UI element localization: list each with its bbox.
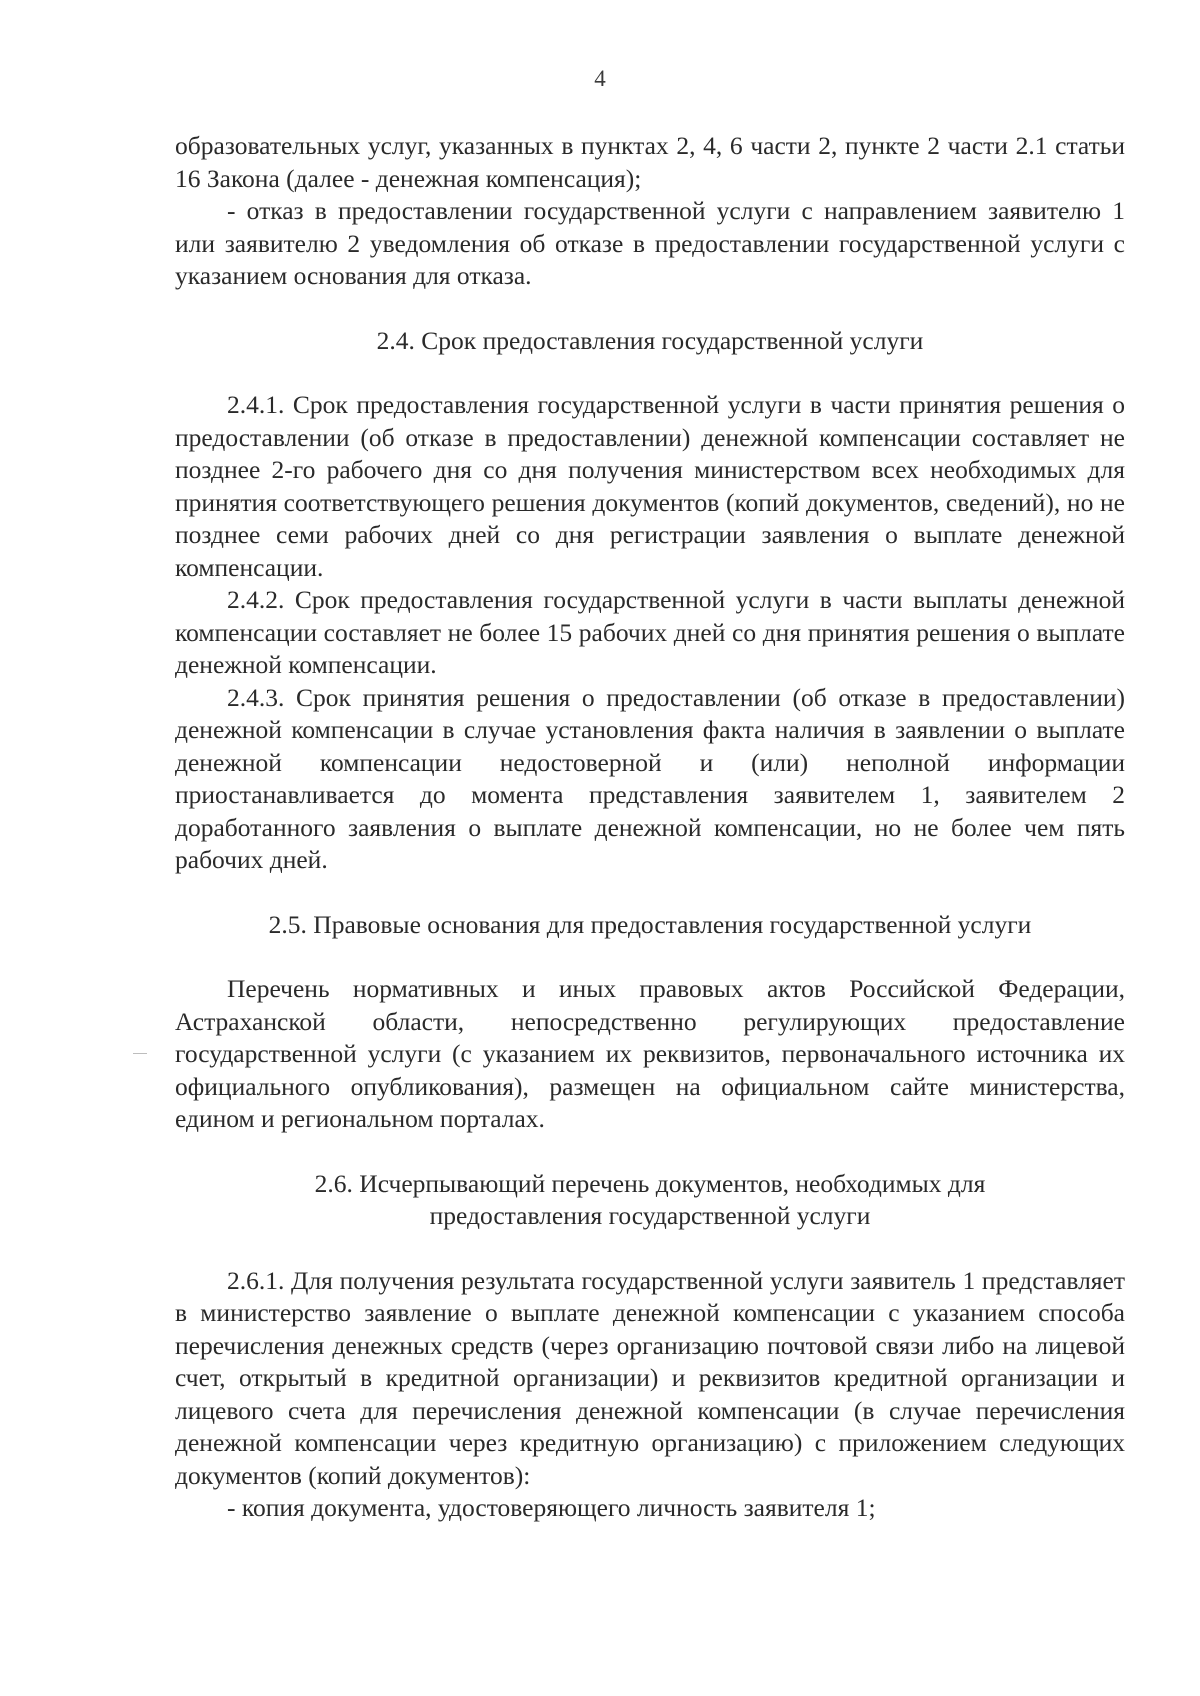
section-heading-2-5: 2.5. Правовые основания для предоставления государственной услуги [268, 909, 1032, 939]
spacer [175, 1136, 1125, 1168]
paragraph-2-5: Перечень нормативных и иных правовых актов Российской Федерации, Астраханской области, непосредственно регулирующих предоставление государственной услуги (с указанием их реквизитов, первоначального источника их официального опубликования), размещен на официальном сайте министерства, едином и региональном порталах. [175, 974, 1125, 1133]
page-number: 4 [594, 66, 606, 91]
paragraph-2-4-2: 2.4.2. Срок предоставления государственной услуги в части выплаты денежной компенсации составляет не более 15 рабочих дней со дня принятия решения о выплате денежной компенсации. [175, 585, 1125, 679]
spacer [175, 357, 1125, 389]
paragraph-intro: образовательных услуг, указанных в пунктах 2, 4, 6 части 2, пункте 2 части 2.1 статьи 16 Закона (далее - денежная компенсация); [175, 131, 1125, 193]
spacer [175, 1233, 1125, 1265]
spacer [175, 293, 1125, 325]
section-heading-2-6-line2: предоставления государственной услуги [429, 1201, 871, 1230]
paragraph-refusal: - отказ в предоставлении государственной услуги с направлением заявителю 1 или заявителю 2 уведомления об отказе в предоставлении государственной услуги с указанием основания для отказа. [175, 196, 1125, 290]
section-heading-2-4: 2.4. Срок предоставления государственной услуги [376, 325, 924, 355]
list-item-copy-id: - копия документа, удостоверяющего личность заявителя 1; [227, 1493, 876, 1522]
scan-margin-mark [133, 1053, 147, 1054]
document-body [175, 130, 1125, 1525]
paragraph-2-6-1: 2.6.1. Для получения результата государственной услуги заявитель 1 представляет в министерство заявление о выплате денежной компенсации с указанием способа перечисления денежных средств (через организацию почтовой связи либо на лицевой счет, открытый в кредитной организации) и реквизитов кредитной организации и лицевого счета для перечисления денежной компенсации (в случае перечисления денежной компенсации через кредитную организацию) с приложением следующих документов (копий документов): [175, 1265, 1125, 1490]
paragraph-2-4-3: 2.4.3. Срок принятия решения о предоставлении (об отказе в предоставлении) денежной компенсации в случае установления факта наличия в заявлении о выплате денежной компенсации недостоверной и (или) неполной информации приостанавливается до момента представления заявителем 1, заявителем 2 доработанного заявления о выплате денежной компенсации, но не более чем пять рабочих дней. [175, 682, 1125, 874]
paragraph-2-4-1: 2.4.1. Срок предоставления государственной услуги в части принятия решения о предоставлении (об отказе в предоставлении) денежной компенсации составляет не позднее 2-го рабочего дня со дня получения министерством всех необходимых для принятия соответствующего решения документов (копий документов, сведений), но не позднее семи рабочих дней со дня регистрации заявления о выплате денежной компенсации. [175, 390, 1125, 582]
spacer [175, 941, 1125, 973]
section-heading-2-6-line1: 2.6. Исчерпывающий перечень документов, необходимых для [314, 1168, 986, 1198]
spacer [175, 877, 1125, 909]
